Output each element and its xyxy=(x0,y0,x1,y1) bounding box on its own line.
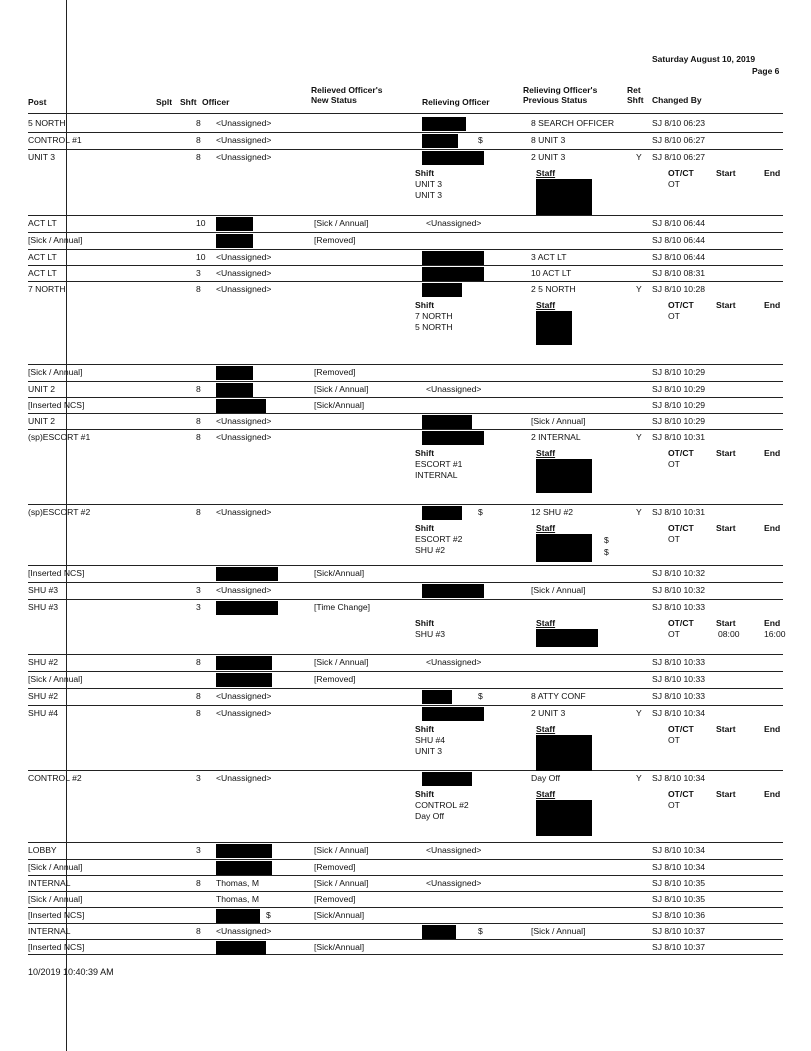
row-post: INTERNAL xyxy=(28,878,71,888)
staff-redaction-box xyxy=(536,629,598,647)
staff-redaction-box xyxy=(536,179,592,215)
row-changed-by: SJ 8/10 10:33 xyxy=(652,674,706,684)
row-post: SHU #2 xyxy=(28,657,59,667)
detail-ot-value: OT xyxy=(668,459,680,469)
detail-shift-line: Day Off xyxy=(415,811,444,821)
row-changed-by: SJ 8/10 10:28 xyxy=(652,284,706,294)
row-ret-shift: Y xyxy=(636,432,642,442)
row-post: [Inserted NCS] xyxy=(28,942,85,952)
row-shift: 3 xyxy=(196,585,201,595)
row-ret-shift: Y xyxy=(636,152,642,162)
row-divider xyxy=(28,954,783,955)
detail-otct-label: OT/CT xyxy=(668,789,694,799)
row-previous-status: 3 ACT LT xyxy=(531,252,567,262)
row-changed-by: SJ 8/10 10:32 xyxy=(652,568,706,578)
row-shift: 8 xyxy=(196,691,201,701)
row-divider xyxy=(28,891,783,892)
row-previous-status: [Sick / Annual] xyxy=(531,416,586,426)
col-relieved-status-1: Relieved Officer's xyxy=(311,85,383,95)
detail-end-label: End xyxy=(764,523,781,533)
row-divider xyxy=(28,923,783,924)
redaction-box xyxy=(422,283,462,297)
row-new-status: [Sick / Annual] xyxy=(314,218,369,228)
staff-redaction-box xyxy=(536,459,592,493)
row-shift: 8 xyxy=(196,708,201,718)
detail-start-label: Start xyxy=(716,168,736,178)
redaction-box xyxy=(216,601,278,615)
row-relieving-officer: <Unassigned> xyxy=(426,218,482,228)
redaction-box xyxy=(422,772,472,786)
row-officer: <Unassigned> xyxy=(216,432,272,442)
row-shift: 8 xyxy=(196,384,201,394)
row-post: UNIT 2 xyxy=(28,416,56,426)
detail-otct-label: OT/CT xyxy=(668,448,694,458)
detail-shift-line: 7 NORTH xyxy=(415,311,453,321)
col-shft: Shft xyxy=(180,97,197,107)
row-shift: 3 xyxy=(196,845,201,855)
row-post: [Sick / Annual] xyxy=(28,235,83,245)
row-new-status: [Time Change] xyxy=(314,602,371,612)
row-post: [Inserted NCS] xyxy=(28,568,85,578)
row-new-status: [Sick/Annual] xyxy=(314,568,365,578)
detail-otct-label: OT/CT xyxy=(668,168,694,178)
detail-shift-label: Shift xyxy=(415,618,435,628)
row-previous-status: 12 SHU #2 xyxy=(531,507,574,517)
row-shift: 8 xyxy=(196,416,201,426)
row-new-status: [Removed] xyxy=(314,894,356,904)
detail-staff-label: Staff xyxy=(536,724,556,734)
detail-end-label: End xyxy=(764,448,781,458)
row-divider xyxy=(28,281,783,282)
redaction-box xyxy=(422,151,484,165)
detail-start-label: Start xyxy=(716,618,736,628)
detail-start-label: Start xyxy=(716,789,736,799)
row-new-status: [Sick/Annual] xyxy=(314,910,365,920)
row-divider xyxy=(28,381,783,382)
redaction-box xyxy=(422,431,484,445)
row-divider xyxy=(28,504,783,505)
row-officer: <Unassigned> xyxy=(216,284,272,294)
row-shift: 8 xyxy=(196,135,201,145)
detail-otct-label: OT/CT xyxy=(668,618,694,628)
row-officer: <Unassigned> xyxy=(216,708,272,718)
detail-ot-value: OT xyxy=(668,800,680,810)
row-previous-status: 10 ACT LT xyxy=(531,268,572,278)
row-shift: 8 xyxy=(196,152,201,162)
row-changed-by: SJ 8/10 06:44 xyxy=(652,252,706,262)
row-shift: 10 xyxy=(196,218,206,228)
detail-staff-label: Staff xyxy=(536,523,556,533)
row-divider xyxy=(28,565,783,566)
detail-shift-line: CONTROL #2 xyxy=(415,800,469,810)
detail-shift-line: SHU #2 xyxy=(415,545,446,555)
redaction-box xyxy=(422,925,456,939)
redaction-box xyxy=(216,567,278,581)
row-changed-by: SJ 8/10 10:34 xyxy=(652,708,706,718)
detail-staff-label: Staff xyxy=(536,789,556,799)
row-post: SHU #3 xyxy=(28,585,59,595)
detail-start-label: Start xyxy=(716,300,736,310)
row-changed-by: SJ 8/10 10:33 xyxy=(652,602,706,612)
row-post: INTERNAL xyxy=(28,926,71,936)
col-prev-status-1: Relieving Officer's xyxy=(523,85,598,95)
row-divider xyxy=(28,582,783,583)
row-new-status: [Sick/Annual] xyxy=(314,942,365,952)
detail-start-value: 08:00 xyxy=(718,629,740,639)
page-number: Page 6 xyxy=(752,66,780,76)
row-relieving-dollar: $ xyxy=(478,926,483,936)
row-new-status: [Removed] xyxy=(314,367,356,377)
row-new-status: [Removed] xyxy=(314,862,356,872)
row-post: UNIT 3 xyxy=(28,152,56,162)
row-new-status: [Removed] xyxy=(314,235,356,245)
row-officer: <Unassigned> xyxy=(216,691,272,701)
row-divider xyxy=(28,249,783,250)
row-post: ACT LT xyxy=(28,252,57,262)
row-changed-by: SJ 8/10 10:34 xyxy=(652,773,706,783)
detail-shift-label: Shift xyxy=(415,523,435,533)
detail-end-label: End xyxy=(764,168,781,178)
row-ret-shift: Y xyxy=(636,507,642,517)
row-divider xyxy=(28,413,783,414)
redaction-box xyxy=(216,399,266,413)
row-divider xyxy=(28,859,783,860)
row-officer: <Unassigned> xyxy=(216,585,272,595)
row-changed-by: SJ 8/10 10:34 xyxy=(652,845,706,855)
row-changed-by: SJ 8/10 06:27 xyxy=(652,152,706,162)
row-post: [Inserted NCS] xyxy=(28,910,85,920)
header-rule xyxy=(28,113,783,114)
row-post: ACT LT xyxy=(28,268,57,278)
row-previous-status: 2 UNIT 3 xyxy=(531,152,566,162)
redaction-box xyxy=(216,217,253,231)
row-previous-status: 2 UNIT 3 xyxy=(531,708,566,718)
row-shift: 8 xyxy=(196,432,201,442)
detail-staff-label: Staff xyxy=(536,300,556,310)
detail-staff-label: Staff xyxy=(536,448,556,458)
redaction-box xyxy=(216,941,266,955)
row-previous-status: [Sick / Annual] xyxy=(531,926,586,936)
row-officer: Thomas, M xyxy=(216,894,259,904)
row-officer-dollar: $ xyxy=(266,910,271,920)
report-date: Saturday August 10, 2019 xyxy=(652,54,756,64)
row-shift: 3 xyxy=(196,602,201,612)
row-post: 5 NORTH xyxy=(28,118,66,128)
detail-shift-line: ESCORT #1 xyxy=(415,459,463,469)
row-post: ACT LT xyxy=(28,218,57,228)
row-divider xyxy=(28,770,783,771)
row-new-status: [Sick / Annual] xyxy=(314,657,369,667)
row-officer: <Unassigned> xyxy=(216,268,272,278)
row-changed-by: SJ 8/10 06:44 xyxy=(652,218,706,228)
row-new-status: [Sick/Annual] xyxy=(314,400,365,410)
row-changed-by: SJ 8/10 10:35 xyxy=(652,894,706,904)
row-changed-by: SJ 8/10 10:35 xyxy=(652,878,706,888)
row-post: CONTROL #2 xyxy=(28,773,82,783)
row-changed-by: SJ 8/10 10:37 xyxy=(652,926,706,936)
row-officer: <Unassigned> xyxy=(216,252,272,262)
row-changed-by: SJ 8/10 06:23 xyxy=(652,118,706,128)
row-divider xyxy=(28,599,783,600)
row-divider xyxy=(28,149,783,150)
detail-start-label: Start xyxy=(716,724,736,734)
detail-staff-label: Staff xyxy=(536,618,556,628)
row-relieving-officer: <Unassigned> xyxy=(426,384,482,394)
redaction-box xyxy=(422,707,484,721)
row-divider xyxy=(28,907,783,908)
detail-ot-value: OT xyxy=(668,735,680,745)
row-previous-status: 2 INTERNAL xyxy=(531,432,581,442)
detail-otct-label: OT/CT xyxy=(668,724,694,734)
detail-shift-label: Shift xyxy=(415,448,435,458)
redaction-box xyxy=(216,656,272,670)
redaction-box xyxy=(422,690,452,704)
row-changed-by: SJ 8/10 06:27 xyxy=(652,135,706,145)
row-shift: 3 xyxy=(196,773,201,783)
redaction-box xyxy=(216,673,272,687)
detail-start-label: Start xyxy=(716,448,736,458)
redaction-box xyxy=(216,861,272,875)
row-post: [Sick / Annual] xyxy=(28,674,83,684)
row-shift: 3 xyxy=(196,268,201,278)
detail-end-label: End xyxy=(764,300,781,310)
redaction-box xyxy=(422,251,484,265)
redaction-box xyxy=(422,584,484,598)
row-officer: <Unassigned> xyxy=(216,135,272,145)
row-post: SHU #2 xyxy=(28,691,59,701)
row-new-status: [Sick / Annual] xyxy=(314,384,369,394)
row-shift: 8 xyxy=(196,657,201,667)
row-relieving-officer: <Unassigned> xyxy=(426,878,482,888)
detail-shift-line: ESCORT #2 xyxy=(415,534,463,544)
row-shift: 8 xyxy=(196,118,201,128)
row-relieving-dollar: $ xyxy=(478,135,483,145)
row-divider xyxy=(28,132,783,133)
row-relieving-dollar: $ xyxy=(478,507,483,517)
row-post: [Sick / Annual] xyxy=(28,894,83,904)
detail-shift-label: Shift xyxy=(415,789,435,799)
detail-ot-value: OT xyxy=(668,629,680,639)
row-new-status: [Sick / Annual] xyxy=(314,878,369,888)
row-ret-shift: Y xyxy=(636,773,642,783)
row-officer: <Unassigned> xyxy=(216,152,272,162)
col-splt: Splt xyxy=(156,97,173,107)
redaction-box xyxy=(422,506,462,520)
row-changed-by: SJ 8/10 10:36 xyxy=(652,910,706,920)
row-relieving-dollar: $ xyxy=(478,691,483,701)
row-post: [Inserted NCS] xyxy=(28,400,85,410)
row-changed-by: SJ 8/10 10:31 xyxy=(652,507,706,517)
detail-otct-label: OT/CT xyxy=(668,300,694,310)
row-changed-by: SJ 8/10 10:33 xyxy=(652,657,706,667)
row-divider xyxy=(28,364,783,365)
row-shift: 8 xyxy=(196,284,201,294)
staff-redaction-box xyxy=(536,311,572,345)
detail-otct-label: OT/CT xyxy=(668,523,694,533)
row-previous-status: [Sick / Annual] xyxy=(531,585,586,595)
col-prev-status-2: Previous Status xyxy=(523,95,588,105)
row-divider xyxy=(28,397,783,398)
row-divider xyxy=(28,671,783,672)
row-changed-by: SJ 8/10 10:33 xyxy=(652,691,706,701)
col-post: Post xyxy=(28,97,47,107)
row-shift: 8 xyxy=(196,507,201,517)
staff-dollar: $ xyxy=(604,535,609,545)
row-changed-by: SJ 8/10 10:29 xyxy=(652,367,706,377)
redaction-box xyxy=(422,117,466,131)
row-post: UNIT 2 xyxy=(28,384,56,394)
row-previous-status: 8 UNIT 3 xyxy=(531,135,566,145)
detail-end-value: 16:00 xyxy=(764,629,786,639)
row-changed-by: SJ 8/10 10:32 xyxy=(652,585,706,595)
redaction-box xyxy=(216,383,253,397)
detail-shift-label: Shift xyxy=(415,168,435,178)
col-relieving-officer: Relieving Officer xyxy=(422,97,490,107)
detail-shift-line: UNIT 3 xyxy=(415,190,443,200)
row-divider xyxy=(28,429,783,430)
staff-dollar: $ xyxy=(604,547,609,557)
staff-redaction-box xyxy=(536,534,592,562)
detail-shift-line: INTERNAL xyxy=(415,470,458,480)
redaction-box xyxy=(422,134,458,148)
row-officer: Thomas, M xyxy=(216,878,259,888)
row-changed-by: SJ 8/10 10:29 xyxy=(652,400,706,410)
row-previous-status: Day Off xyxy=(531,773,560,783)
row-post: [Sick / Annual] xyxy=(28,367,83,377)
detail-shift-line: 5 NORTH xyxy=(415,322,453,332)
row-divider xyxy=(28,215,783,216)
row-shift: 8 xyxy=(196,878,201,888)
row-new-status: [Removed] xyxy=(314,674,356,684)
col-changed-by: Changed By xyxy=(652,95,702,105)
row-changed-by: SJ 8/10 10:34 xyxy=(652,862,706,872)
row-new-status: [Sick / Annual] xyxy=(314,845,369,855)
row-divider xyxy=(28,939,783,940)
detail-shift-line: UNIT 3 xyxy=(415,179,443,189)
row-changed-by: SJ 8/10 06:44 xyxy=(652,235,706,245)
col-ret-1: Ret xyxy=(627,85,641,95)
row-divider xyxy=(28,232,783,233)
detail-shift-line: UNIT 3 xyxy=(415,746,443,756)
row-officer: <Unassigned> xyxy=(216,118,272,128)
row-divider xyxy=(28,705,783,706)
row-divider xyxy=(28,842,783,843)
row-changed-by: SJ 8/10 08:31 xyxy=(652,268,706,278)
row-divider xyxy=(28,654,783,655)
redaction-box xyxy=(422,267,484,281)
detail-staff-label: Staff xyxy=(536,168,556,178)
detail-shift-line: SHU #3 xyxy=(415,629,446,639)
row-post: (sp)ESCORT #2 xyxy=(28,507,91,517)
row-post: LOBBY xyxy=(28,845,57,855)
row-post: [Sick / Annual] xyxy=(28,862,83,872)
redaction-box xyxy=(422,415,472,429)
row-previous-status: 2 5 NORTH xyxy=(531,284,576,294)
row-officer: <Unassigned> xyxy=(216,926,272,936)
row-previous-status: 8 SEARCH OFFICER xyxy=(531,118,615,128)
redaction-box xyxy=(216,366,253,380)
col-relieved-status-2: New Status xyxy=(311,95,357,105)
row-ret-shift: Y xyxy=(636,708,642,718)
row-post: 7 NORTH xyxy=(28,284,66,294)
detail-ot-value: OT xyxy=(668,179,680,189)
detail-end-label: End xyxy=(764,724,781,734)
row-divider xyxy=(28,265,783,266)
detail-shift-label: Shift xyxy=(415,724,435,734)
row-changed-by: SJ 8/10 10:29 xyxy=(652,416,706,426)
footer-timestamp: 10/2019 10:40:39 AM xyxy=(28,967,114,977)
redaction-box xyxy=(216,909,260,923)
staff-redaction-box xyxy=(536,735,592,771)
detail-ot-value: OT xyxy=(668,534,680,544)
row-post: (sp)ESCORT #1 xyxy=(28,432,91,442)
redaction-box xyxy=(216,234,253,248)
row-post: SHU #3 xyxy=(28,602,59,612)
row-relieving-officer: <Unassigned> xyxy=(426,845,482,855)
row-ret-shift: Y xyxy=(636,284,642,294)
detail-end-label: End xyxy=(764,618,781,628)
row-shift: 10 xyxy=(196,252,206,262)
col-ret-2: Shft xyxy=(627,95,644,105)
row-officer: <Unassigned> xyxy=(216,773,272,783)
row-shift: 8 xyxy=(196,926,201,936)
row-divider xyxy=(28,875,783,876)
row-changed-by: SJ 8/10 10:29 xyxy=(652,384,706,394)
row-post: SHU #4 xyxy=(28,708,59,718)
detail-shift-line: SHU #4 xyxy=(415,735,446,745)
staff-redaction-box xyxy=(536,800,592,836)
row-officer: <Unassigned> xyxy=(216,416,272,426)
detail-ot-value: OT xyxy=(668,311,680,321)
row-changed-by: SJ 8/10 10:31 xyxy=(652,432,706,442)
row-divider xyxy=(28,688,783,689)
detail-end-label: End xyxy=(764,789,781,799)
detail-shift-label: Shift xyxy=(415,300,435,310)
row-relieving-officer: <Unassigned> xyxy=(426,657,482,667)
redaction-box xyxy=(216,844,272,858)
row-post: CONTROL #1 xyxy=(28,135,82,145)
row-officer: <Unassigned> xyxy=(216,507,272,517)
row-changed-by: SJ 8/10 10:37 xyxy=(652,942,706,952)
col-officer: Officer xyxy=(202,97,230,107)
detail-start-label: Start xyxy=(716,523,736,533)
row-previous-status: 8 ATTY CONF xyxy=(531,691,586,701)
